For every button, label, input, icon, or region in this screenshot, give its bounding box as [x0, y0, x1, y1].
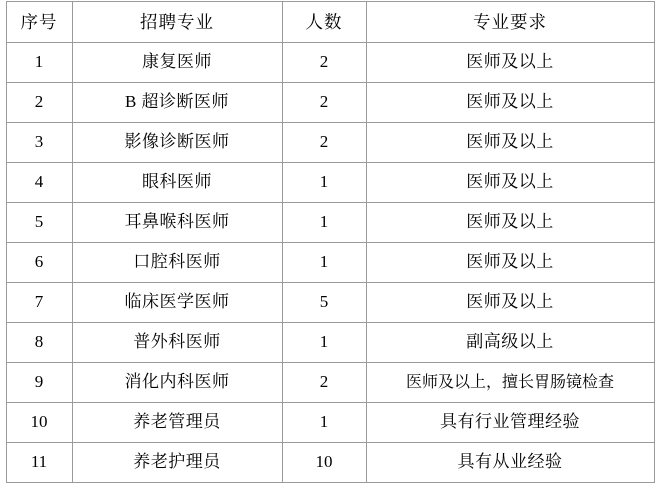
- cell-requirement: 医师及以上: [366, 203, 654, 243]
- cell-index: 10: [6, 403, 72, 443]
- table-row: [6, 363, 654, 403]
- table-body: [6, 43, 654, 483]
- table-row: [6, 203, 654, 243]
- cell-requirement: 医师及以上: [366, 163, 654, 203]
- cell-requirement: 医师及以上: [366, 43, 654, 83]
- table-row: [6, 443, 654, 483]
- cell-requirement: 具有从业经验: [366, 443, 654, 483]
- table-row: [6, 83, 654, 123]
- table-row: [6, 323, 654, 363]
- cell-index: 1: [6, 43, 72, 83]
- cell-requirement: 医师及以上，擅长胃肠镜检查: [366, 363, 654, 403]
- cell-major: 普外科医师: [72, 323, 282, 363]
- cell-major: 口腔科医师: [72, 243, 282, 283]
- cell-count: 5: [282, 283, 366, 323]
- column-header-count: 人数: [282, 2, 366, 43]
- cell-index: 3: [6, 123, 72, 163]
- table-row: [6, 403, 654, 443]
- cell-major: 养老管理员: [72, 403, 282, 443]
- cell-requirement: 医师及以上: [366, 123, 654, 163]
- cell-major: 养老护理员: [72, 443, 282, 483]
- table-header: [6, 2, 654, 43]
- cell-requirement: 医师及以上: [366, 243, 654, 283]
- cell-major: 康复医师: [72, 43, 282, 83]
- cell-count: 1: [282, 203, 366, 243]
- cell-major: 耳鼻喉科医师: [72, 203, 282, 243]
- cell-index: 4: [6, 163, 72, 203]
- cell-requirement: 具有行业管理经验: [366, 403, 654, 443]
- column-header-major: 招聘专业: [72, 2, 282, 43]
- column-header-requirement: 专业要求: [366, 2, 654, 43]
- cell-index: 9: [6, 363, 72, 403]
- cell-index: 5: [6, 203, 72, 243]
- cell-major: 消化内科医师: [72, 363, 282, 403]
- cell-major: 影像诊断医师: [72, 123, 282, 163]
- cell-index: 6: [6, 243, 72, 283]
- cell-index: 8: [6, 323, 72, 363]
- table-row: [6, 123, 654, 163]
- column-header-index: 序号: [6, 2, 72, 43]
- table-row: [6, 43, 654, 83]
- table-row: [6, 283, 654, 323]
- cell-index: 11: [6, 443, 72, 483]
- cell-index: 2: [6, 83, 72, 123]
- cell-major: 眼科医师: [72, 163, 282, 203]
- cell-count: 10: [282, 443, 366, 483]
- cell-count: 1: [282, 243, 366, 283]
- cell-major: 临床医学医师: [72, 283, 282, 323]
- table-row: [6, 243, 654, 283]
- cell-requirement: 副高级以上: [366, 323, 654, 363]
- table-row: [6, 163, 654, 203]
- cell-count: 2: [282, 363, 366, 403]
- cell-index: 7: [6, 283, 72, 323]
- recruitment-table: [6, 1, 655, 483]
- cell-count: 1: [282, 163, 366, 203]
- cell-count: 1: [282, 403, 366, 443]
- table-header-row: [6, 2, 654, 43]
- cell-count: 2: [282, 43, 366, 83]
- cell-major: B 超诊断医师: [72, 83, 282, 123]
- cell-count: 2: [282, 123, 366, 163]
- cell-count: 2: [282, 83, 366, 123]
- cell-count: 1: [282, 323, 366, 363]
- cell-requirement: 医师及以上: [366, 283, 654, 323]
- cell-requirement: 医师及以上: [366, 83, 654, 123]
